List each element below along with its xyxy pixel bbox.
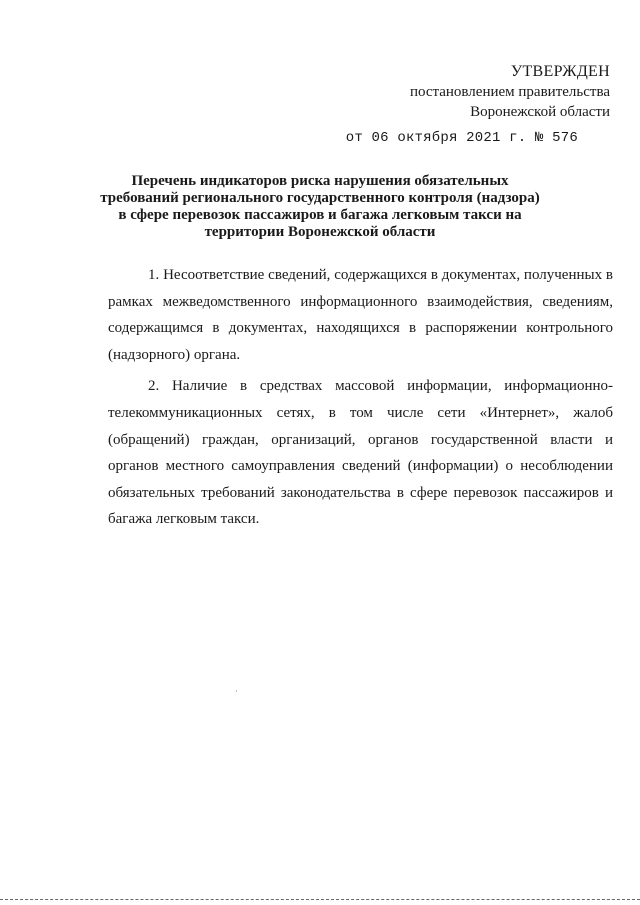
decree-number: от 06 октября 2021 г. № 576 <box>345 130 578 146</box>
document-body <box>108 262 613 538</box>
list-item: 1. Несоответствие сведений, содержащихся в документах, полученных в рамках межведомственного информационного взаимодействия, сведениям, содержащимся в документах, находящихся в распоряжении контрольного (надзорного) органа. <box>108 267 613 363</box>
approval-line-1: постановлением правительства <box>409 84 610 100</box>
document-title: Перечень индикаторов риска нарушения обязательных требований регионального государственного контроля (надзора) в сфере перевозок пассажиров и багажа легковым такси на территории Воронежской области <box>100 173 540 240</box>
scan-speck <box>236 690 237 692</box>
approved-heading: УТВЕРЖДЕН <box>510 63 610 80</box>
list-item: 2. Наличие в средствах массовой информации, информационно-телекоммуникационных сетях, в том числе сети «Интернет», жалоб (обращений) граждан, организаций, органов государственной власти и органов местного самоуправления сведений (информации) о несоблюдении обязательных требований законодательства в сфере перевозок пассажиров и багажа легковым такси. <box>108 378 613 528</box>
approval-line-2: Воронежской области <box>470 104 610 120</box>
approval-stamp <box>346 62 610 148</box>
page-bottom-edge <box>0 899 640 900</box>
